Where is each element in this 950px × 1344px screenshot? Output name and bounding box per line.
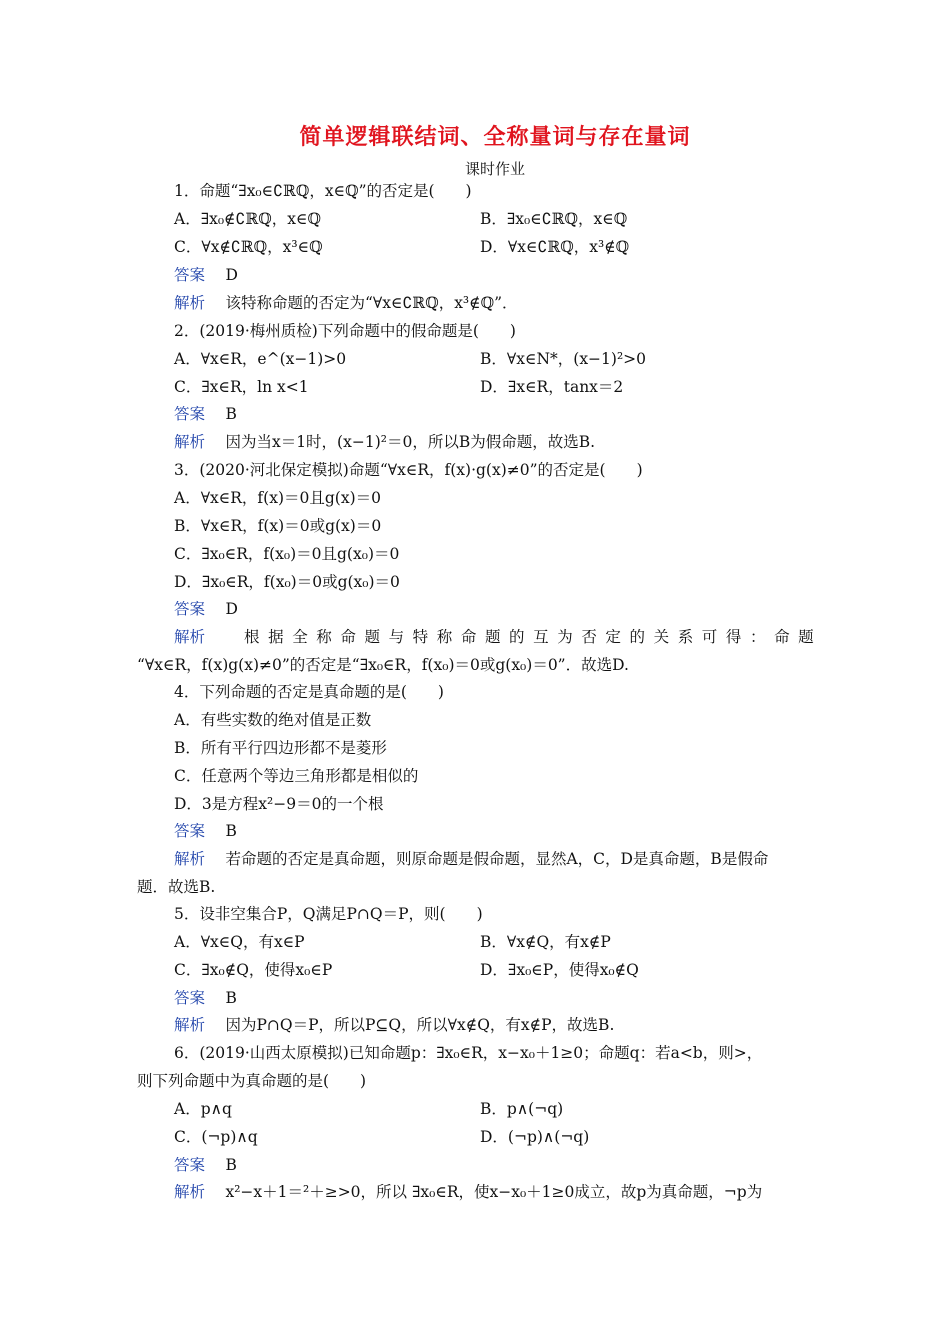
q3-analysis-char: 命 <box>460 628 477 646</box>
q3-analysis-char: 得 <box>725 628 742 646</box>
q3-analysis-char: 定 <box>605 628 621 646</box>
q3-answer-row <box>174 599 238 619</box>
q5-option-b: B．∀x∉Q，有x∉P <box>480 933 611 951</box>
q3-option-d: D．∃x₀∈R，f(x₀)＝0或g(x₀)＝0 <box>174 573 400 591</box>
analysis-label: 解析 <box>174 1183 206 1201</box>
q3-analysis-char: 互 <box>533 628 549 646</box>
q5-answer-row <box>174 988 237 1008</box>
q3-analysis-line2: “∀x∈R，f(x)g(x)≠0”的否定是“∃x₀∈R，f(x₀)＝0或g(x₀)＝0”．故选D. <box>137 656 629 674</box>
q1-stem: 1．命题“∃x₀∈∁ℝℚ，x∈ℚ”的否定是( ) <box>174 182 472 200</box>
q5-option-d: D．∃x₀∈P，使得x₀∉Q <box>480 961 639 979</box>
q3-analysis-char: 与 <box>388 628 405 646</box>
q2-option-a: A．∀x∈R，e^(x−1)>0 <box>174 350 347 368</box>
q5-analysis-row <box>174 1015 614 1035</box>
q3-analysis-char: 根 <box>244 628 260 646</box>
q3-analysis-line1 <box>174 627 814 647</box>
q2-option-d: D．∃x∈R，tanx＝2 <box>480 378 624 396</box>
q3-analysis-char: 为 <box>557 628 573 646</box>
q6-analysis-row <box>174 1182 762 1202</box>
analysis-label: 解析 <box>174 628 206 646</box>
answer-label: 答案 <box>174 266 206 284</box>
q4-answer: B <box>225 822 237 840</box>
analysis-label: 解析 <box>174 1016 206 1034</box>
q3-analysis-char: 题 <box>484 628 501 646</box>
q6-option-c: C．(¬p)∧q <box>174 1128 258 1146</box>
q5-option-c: C．∃x₀∉Q，使得x₀∈P <box>174 961 333 979</box>
q1-answer-row <box>174 265 238 285</box>
q2-stem: 2．(2019·梅州质检)下列命题中的假命题是( ) <box>174 322 516 340</box>
q4-analysis-line2: 题．故选B. <box>137 878 216 896</box>
q5-option-a: A．∀x∈Q，有x∈P <box>174 933 305 951</box>
q3-analysis-char: 命 <box>774 628 790 646</box>
q5-analysis: 因为P∩Q＝P，所以P⊆Q，所以∀x∉Q，有x∉P，故选B. <box>225 1016 615 1034</box>
q3-analysis-char: 称 <box>436 628 453 646</box>
q4-option-a: A．有些实数的绝对值是正数 <box>174 711 372 729</box>
q6-stem-line1: 6．(2019·山西太原模拟)已知命题p：∃x₀∈R，x−x₀＋1≥0；命题q：若a<b，则>， <box>174 1044 763 1062</box>
q1-analysis-row <box>174 293 518 313</box>
q6-answer-row <box>174 1155 237 1175</box>
q3-analysis-char: 命 <box>340 628 356 646</box>
q2-answer-row <box>174 404 237 424</box>
q1-option-b: B．∃x₀∈∁ℝℚ，x∈ℚ <box>480 210 628 228</box>
q4-option-c: C．任意两个等边三角形都是相似的 <box>174 767 419 785</box>
page-subtitle: 课时作业 <box>464 160 525 178</box>
q3-stem: 3．(2020·河北保定模拟)命题“∀x∈R，f(x)·g(x)≠0”的否定是( ) <box>174 461 643 479</box>
q6-option-a: A．p∧q <box>174 1100 232 1118</box>
q3-analysis-char: 系 <box>677 628 694 646</box>
q2-answer: B <box>225 405 237 423</box>
q1-analysis: 该特称命题的否定为“∀x∈∁ℝℚ，x³∉ℚ”． <box>225 294 518 312</box>
q6-answer: B <box>225 1156 237 1174</box>
q4-stem: 4．下列命题的否定是真命题的是( ) <box>174 683 444 701</box>
q1-option-a: A．∃x₀∉∁ℝℚ，x∈ℚ <box>174 210 321 228</box>
q1-option-d: D．∀x∈∁ℝℚ，x³∉ℚ <box>480 238 630 256</box>
q2-option-c: C．∃x∈R，ln x<1 <box>174 378 309 396</box>
q3-analysis-char: ： <box>749 628 766 646</box>
q6-option-b: B．p∧(¬q) <box>480 1100 564 1118</box>
q6-analysis: x²−x＋1＝²＋≥>0，所以 ∃x₀∈R，使x−x₀＋1≥0成立，故p为真命题，¬p为 <box>225 1183 763 1201</box>
q3-analysis-char: 的 <box>629 628 646 646</box>
answer-label: 答案 <box>174 989 206 1007</box>
q4-analysis-line1: 若命题的否定是真命题，则原命题是假命题，显然A，C，D是真命题，B是假命 <box>225 850 769 868</box>
analysis-label: 解析 <box>174 850 206 868</box>
q6-option-d: D．(¬p)∧(¬q) <box>480 1128 590 1146</box>
q2-option-b: B．∀x∈N*，(x−1)²>0 <box>480 350 647 368</box>
q5-stem: 5．设非空集合P，Q满足P∩Q＝P，则( ) <box>174 905 483 923</box>
q3-analysis-char: 全 <box>292 628 308 646</box>
analysis-label: 解析 <box>174 294 206 312</box>
q1-answer: D <box>225 266 238 284</box>
q3-analysis-char: 关 <box>653 628 670 646</box>
q3-option-a: A．∀x∈R，f(x)＝0且g(x)＝0 <box>174 489 381 507</box>
answer-label: 答案 <box>174 405 206 423</box>
q6-stem-line2: 则下列命题中为真命题的是( ) <box>137 1072 367 1090</box>
q3-analysis-char: 题 <box>364 628 380 646</box>
q4-analysis-row <box>174 849 768 869</box>
q3-option-c: C．∃x₀∈R，f(x₀)＝0且g(x₀)＝0 <box>174 545 400 563</box>
page-title: 简单逻辑联结词、全称量词与存在量词 <box>299 124 691 150</box>
q4-option-d: D．3是方程x²−9＝0的一个根 <box>174 795 384 813</box>
q2-analysis: 因为当x＝1时，(x−1)²＝0，所以B为假命题，故选B. <box>225 433 596 451</box>
q3-option-b: B．∀x∈R，f(x)＝0或g(x)＝0 <box>174 517 382 535</box>
analysis-label: 解析 <box>174 433 206 451</box>
q3-answer: D <box>225 600 238 618</box>
q3-analysis-char: 可 <box>701 628 718 646</box>
q3-analysis-char: 称 <box>316 628 332 646</box>
q3-analysis-spaced <box>244 627 814 647</box>
q4-option-b: B．所有平行四边形都不是菱形 <box>174 739 387 757</box>
answer-label: 答案 <box>174 822 206 840</box>
q3-analysis-char: 否 <box>581 628 597 646</box>
answer-label: 答案 <box>174 1156 206 1174</box>
q1-option-c: C．∀x∉∁ℝℚ，x³∈ℚ <box>174 238 323 256</box>
q3-analysis-char: 据 <box>268 628 284 646</box>
answer-label: 答案 <box>174 600 206 618</box>
q2-analysis-row <box>174 432 595 452</box>
q5-answer: B <box>225 989 237 1007</box>
q3-analysis-char: 特 <box>412 628 429 646</box>
q4-answer-row <box>174 821 237 841</box>
q3-analysis-char: 的 <box>509 628 525 646</box>
q3-analysis-char: 题 <box>798 628 814 646</box>
